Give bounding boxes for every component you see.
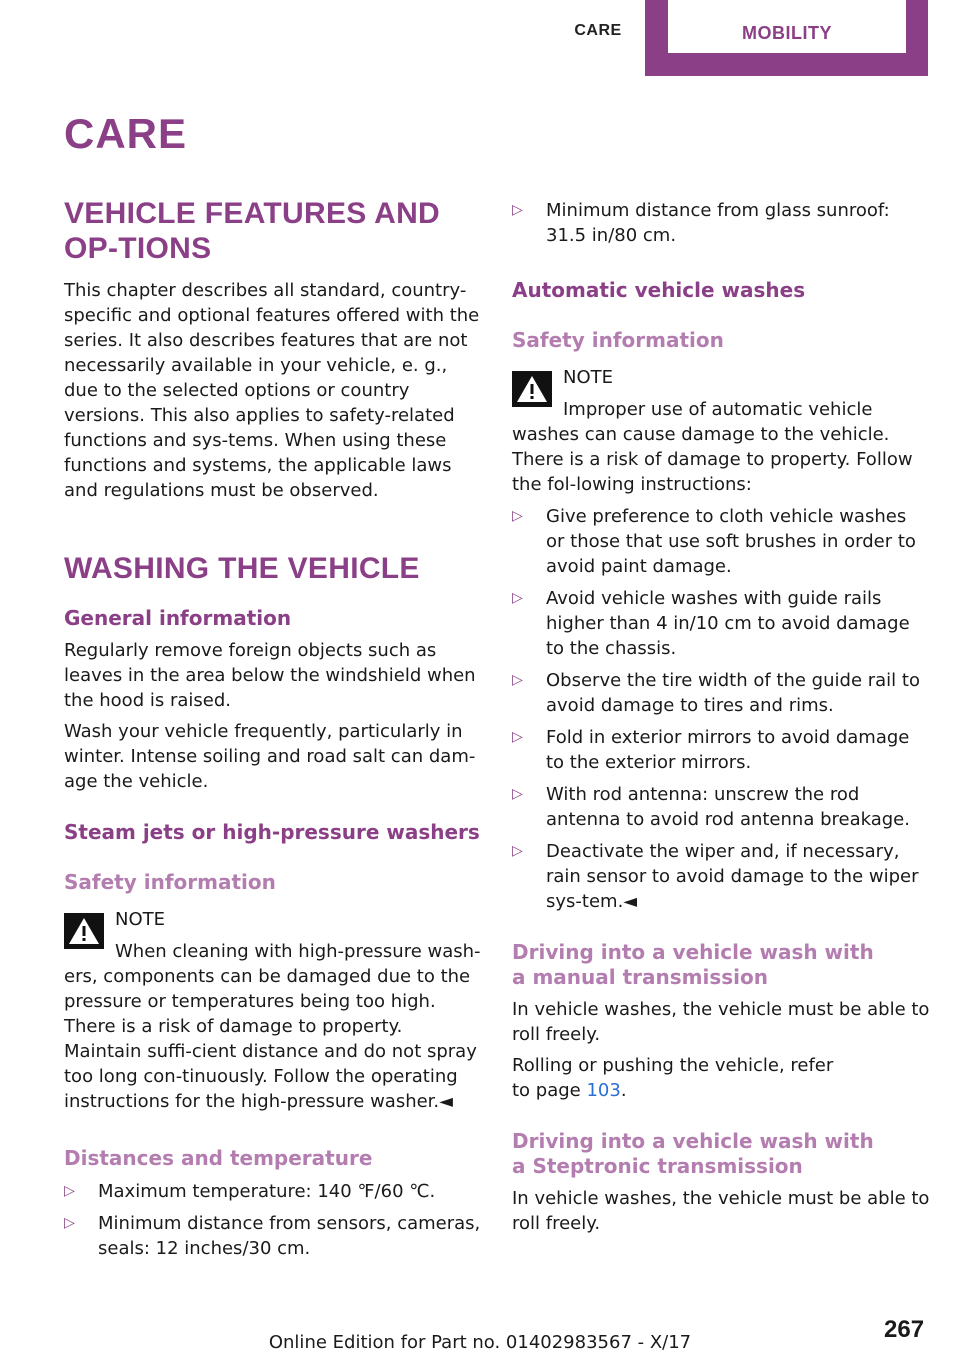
triangle-right-icon: ▷ xyxy=(512,786,523,802)
note-automatic-washes xyxy=(512,365,930,497)
heading-steptronic-transmission: Driving into a vehicle wash with a Steptronic transmission xyxy=(512,1129,874,1178)
tab-mobility-label: MOBILITY xyxy=(668,0,906,53)
list-item xyxy=(512,725,930,775)
tab-mobility[interactable] xyxy=(645,0,928,76)
distances-list xyxy=(64,1179,484,1261)
list-item xyxy=(64,1211,484,1261)
triangle-right-icon: ▷ xyxy=(512,843,523,859)
heading-washing-vehicle: WASHING THE VEHICLE xyxy=(64,552,420,585)
left-column xyxy=(64,196,484,1268)
heading-safety-information-2: Safety information xyxy=(512,328,724,352)
triangle-right-icon: ▷ xyxy=(512,508,523,524)
note-high-pressure xyxy=(64,907,484,1114)
triangle-right-icon: ▷ xyxy=(512,590,523,606)
list-item-text: Give preference to cloth vehicle washes or those that use soft brushes in order to avoid paint damage. xyxy=(546,506,916,577)
warning-triangle-icon xyxy=(512,371,552,407)
heading-safety-information: Safety information xyxy=(64,870,276,894)
heading-distances-temperature: Distances and temperature xyxy=(64,1146,373,1170)
triangle-right-icon: ▷ xyxy=(512,672,523,688)
note-label: NOTE xyxy=(115,909,166,930)
list-item xyxy=(512,586,930,661)
heading-manual-transmission: Driving into a vehicle wash with a manual transmission xyxy=(512,940,874,989)
list-item-text: Observe the tire width of the guide rail to avoid damage to tires and rims. xyxy=(546,670,920,716)
car-wash-instructions xyxy=(512,504,930,914)
list-item xyxy=(512,668,930,718)
manual-paragraph-1: In vehicle washes, the vehicle must be able to roll freely. xyxy=(512,999,930,1045)
manual-paragraph-2 xyxy=(512,1053,852,1103)
heading-vehicle-features: VEHICLE FEATURES AND OP-TIONS xyxy=(64,197,441,265)
footer-edition: Online Edition for Part no. 01402983567 - X/17 xyxy=(268,1332,692,1353)
list-item-text: With rod antenna: unscrew the rod antenna to avoid rod antenna breakage. xyxy=(546,784,910,830)
list-item-text: Maximum temperature: 140 ℉/60 ℃. xyxy=(98,1181,436,1202)
page-title: CARE xyxy=(64,110,188,157)
note-first-line: Improper use of automatic vehicle xyxy=(563,399,873,420)
triangle-right-icon: ▷ xyxy=(512,729,523,745)
list-item xyxy=(512,839,930,914)
tab-care[interactable]: CARE xyxy=(574,22,622,39)
note-label: NOTE xyxy=(563,367,614,388)
general-paragraph-2: Wash your vehicle frequently, particularly in winter. Intense soiling and road salt can dam-age the vehicle. xyxy=(64,721,476,792)
list-item xyxy=(512,198,930,248)
list-item xyxy=(512,782,930,832)
steptronic-paragraph: In vehicle washes, the vehicle must be able to roll freely. xyxy=(512,1188,930,1234)
list-item xyxy=(64,1179,484,1204)
list-item-text: Minimum distance from sensors, cameras, seals: 12 inches/30 cm. xyxy=(98,1213,481,1259)
triangle-right-icon: ▷ xyxy=(64,1183,75,1199)
list-item xyxy=(512,504,930,579)
list-item-text: Fold in exterior mirrors to avoid damage to the exterior mirrors. xyxy=(546,727,910,773)
warning-triangle-icon xyxy=(64,913,104,949)
list-item-text: Minimum distance from glass sunroof: 31.5 in/80 cm. xyxy=(546,200,890,246)
note-first-line: When cleaning with high-pressure wash- xyxy=(115,941,481,962)
note-body: washes can cause damage to the vehicle. There is a risk of damage to property. Follow the fol-lowing instructions: xyxy=(512,424,913,495)
page-number: 267 xyxy=(884,1316,925,1343)
list-item-text: Avoid vehicle washes with guide rails higher than 4 in/10 cm to avoid damage to the chassis. xyxy=(546,588,910,659)
heading-general-information: General information xyxy=(64,606,292,630)
features-paragraph: This chapter describes all standard, country-specific and optional features offered with the series. It also describes features that are not necessarily available in your vehicle, e. g., due to the selected options or country versions. This also applies to safety-related functions and sys-tems. When using these functions and systems, the applicable laws and regulations must be observed. xyxy=(64,280,480,501)
sunroof-list xyxy=(512,198,930,248)
triangle-right-icon: ▷ xyxy=(512,202,523,218)
page-link[interactable]: 103 xyxy=(586,1080,621,1101)
list-item-text: Deactivate the wiper and, if necessary, rain sensor to avoid damage to the wiper sys-tem.◄ xyxy=(546,841,919,912)
note-body: ers, components can be damaged due to the pressure or temperatures being too high. There is a risk of damage to property. Maintain suffi-cient distance and do not spray too long con-tinuously. Follow the operating instructions for the high-pressure washer.◄ xyxy=(64,966,477,1112)
heading-automatic-washes: Automatic vehicle washes xyxy=(512,278,806,302)
heading-steam-jets: Steam jets or high-pressure washers xyxy=(64,820,480,844)
manual-p2-text: Rolling or pushing the vehicle, refer to page xyxy=(512,1055,834,1101)
manual-p2-end: . xyxy=(620,1080,627,1101)
general-paragraph-1: Regularly remove foreign objects such as leaves in the area below the windshield when the hood is raised. xyxy=(64,640,476,711)
triangle-right-icon: ▷ xyxy=(64,1215,75,1231)
right-column xyxy=(512,196,930,1236)
